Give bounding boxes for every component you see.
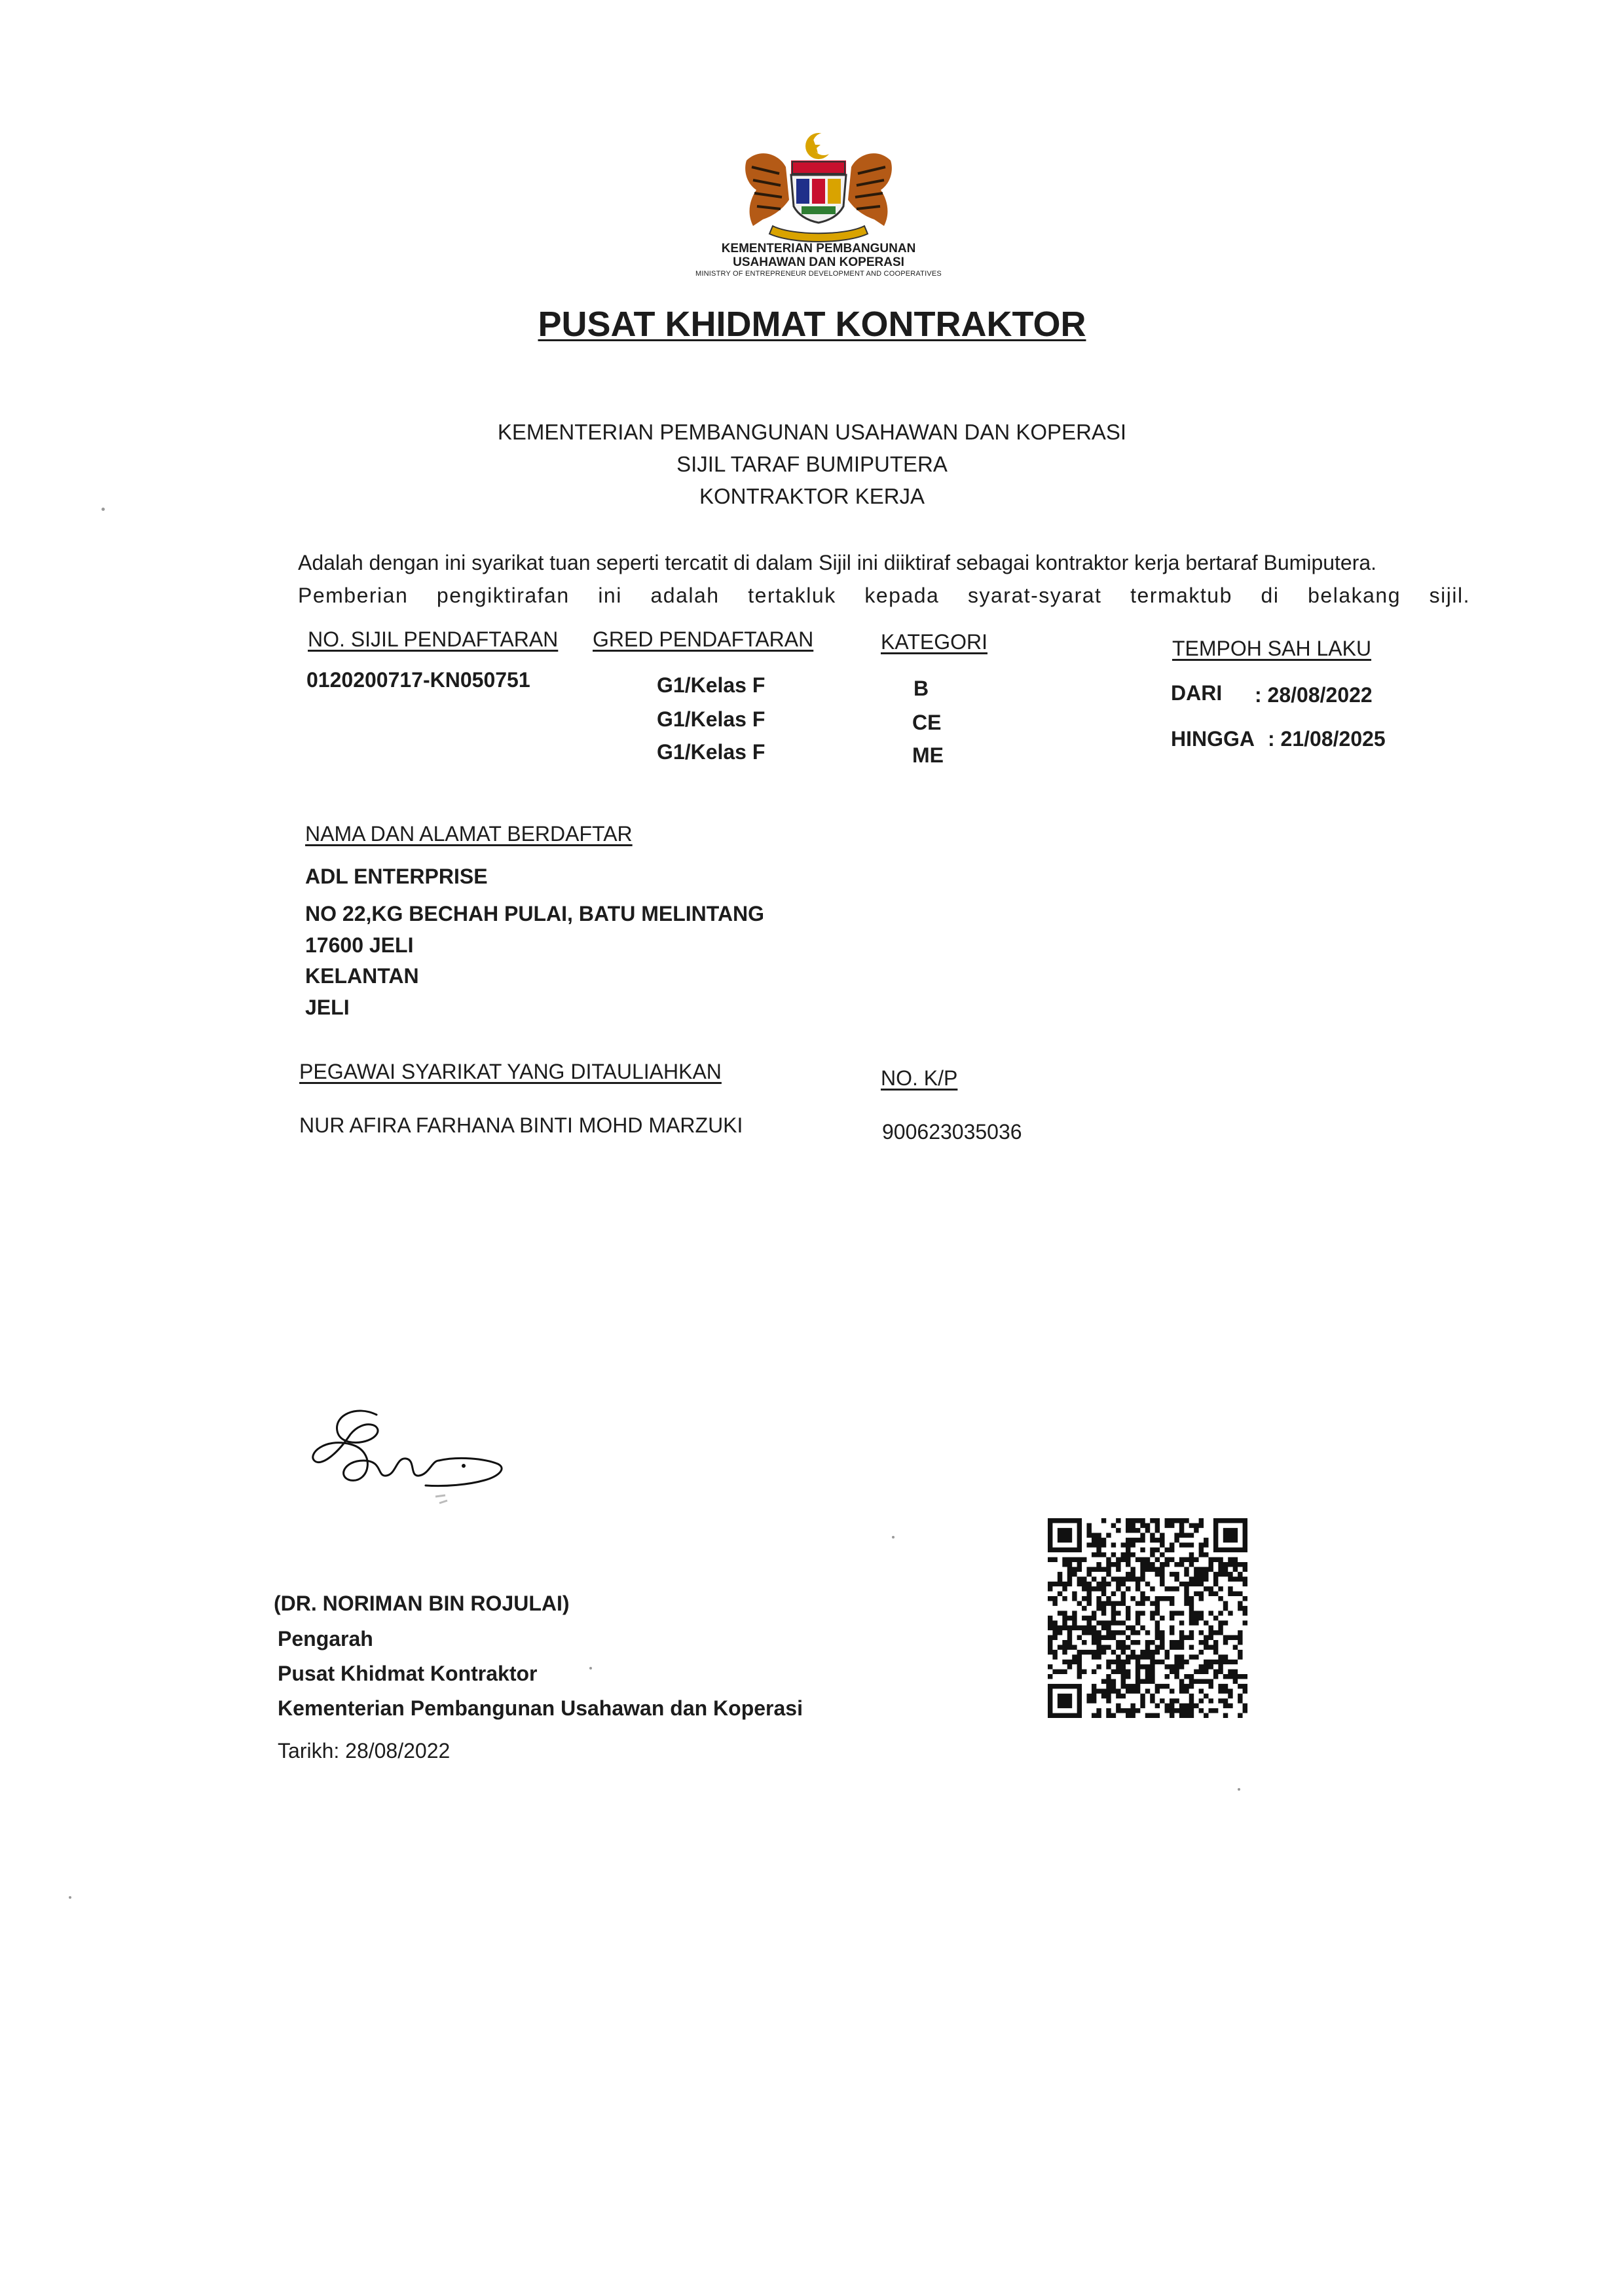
category-3: ME	[912, 743, 944, 767]
officer-name: NUR AFIRA FARHANA BINTI MOHD MARZUKI	[299, 1113, 743, 1137]
header-gred: GRED PENDAFTARAN	[593, 627, 814, 651]
logo-line-2: USAHAWAN DAN KOPERASI	[733, 255, 904, 269]
qr-code-icon[interactable]	[1048, 1518, 1247, 1718]
officer-kp: 900623035036	[882, 1120, 1022, 1144]
certificate-heading	[0, 416, 1624, 512]
scan-speck	[101, 508, 105, 511]
page-title: PUSAT KHIDMAT KONTRAKTOR	[538, 305, 1086, 344]
scan-speck	[1238, 1788, 1240, 1791]
ministry-logo-text	[655, 242, 982, 278]
coat-of-arms-icon	[733, 128, 904, 246]
address-line-4: JELI	[305, 996, 350, 1019]
hingga-value: : 21/08/2025	[1268, 727, 1386, 751]
address-header: NAMA DAN ALAMAT BERDAFTAR	[305, 822, 633, 846]
signatory-name: (DR. NORIMAN BIN ROJULAI)	[274, 1592, 570, 1615]
intro-paragraph	[298, 546, 1470, 612]
heading-contractor-type: KONTRAKTOR KERJA	[699, 484, 925, 508]
grade-3: G1/Kelas F	[657, 740, 766, 764]
grade-2: G1/Kelas F	[657, 707, 766, 731]
officer-header: PEGAWAI SYARIKAT YANG DITAULIAHKAN	[299, 1060, 722, 1083]
signatory-ministry: Kementerian Pembangunan Usahawan dan Koperasi	[278, 1696, 803, 1720]
dari-label: DARI	[1171, 681, 1223, 705]
header-tempoh: TEMPOH SAH LAKU	[1172, 637, 1372, 660]
kp-header: NO. K/P	[881, 1066, 958, 1090]
header-no-sijil: NO. SIJIL PENDAFTARAN	[308, 627, 559, 651]
scan-speck	[589, 1667, 592, 1670]
intro-line-2: Pemberian pengiktirafan ini adalah tertakluk kepada syarat-syarat termaktub di belakang sijil.	[298, 584, 1470, 607]
logo-line-1: KEMENTERIAN PEMBANGUNAN	[721, 242, 916, 255]
address-line-3: KELANTAN	[305, 964, 419, 988]
heading-certificate-type: SIJIL TARAF BUMIPUTERA	[676, 452, 948, 476]
signature-icon	[298, 1398, 514, 1523]
signature-date: Tarikh: 28/08/2022	[278, 1739, 451, 1763]
no-sijil-value: 0120200717-KN050751	[306, 668, 530, 692]
address-line-1: NO 22,KG BECHAH PULAI, BATU MELINTANG	[305, 902, 765, 925]
category-2: CE	[912, 711, 942, 734]
scan-speck	[892, 1536, 895, 1539]
header-kategori: KATEGORI	[881, 630, 987, 654]
signatory-department: Pusat Khidmat Kontraktor	[278, 1662, 538, 1685]
address-line-2: 17600 JELI	[305, 933, 414, 957]
signatory-position: Pengarah	[278, 1627, 373, 1651]
logo-line-3: MINISTRY OF ENTREPRENEUR DEVELOPMENT AND COOPERATIVES	[695, 269, 942, 278]
heading-ministry: KEMENTERIAN PEMBANGUNAN USAHAWAN DAN KOPERASI	[497, 420, 1127, 444]
company-name: ADL ENTERPRISE	[305, 865, 488, 888]
scan-speck	[69, 1896, 71, 1899]
category-1: B	[913, 677, 929, 700]
hingga-label: HINGGA	[1171, 727, 1255, 751]
grade-1: G1/Kelas F	[657, 673, 766, 697]
dari-value: : 28/08/2022	[1255, 683, 1373, 707]
intro-line-1: Adalah dengan ini syarikat tuan seperti tercatit di dalam Sijil ini diiktiraf sebagai kontraktor kerja bertaraf Bumiputera.	[298, 551, 1377, 574]
